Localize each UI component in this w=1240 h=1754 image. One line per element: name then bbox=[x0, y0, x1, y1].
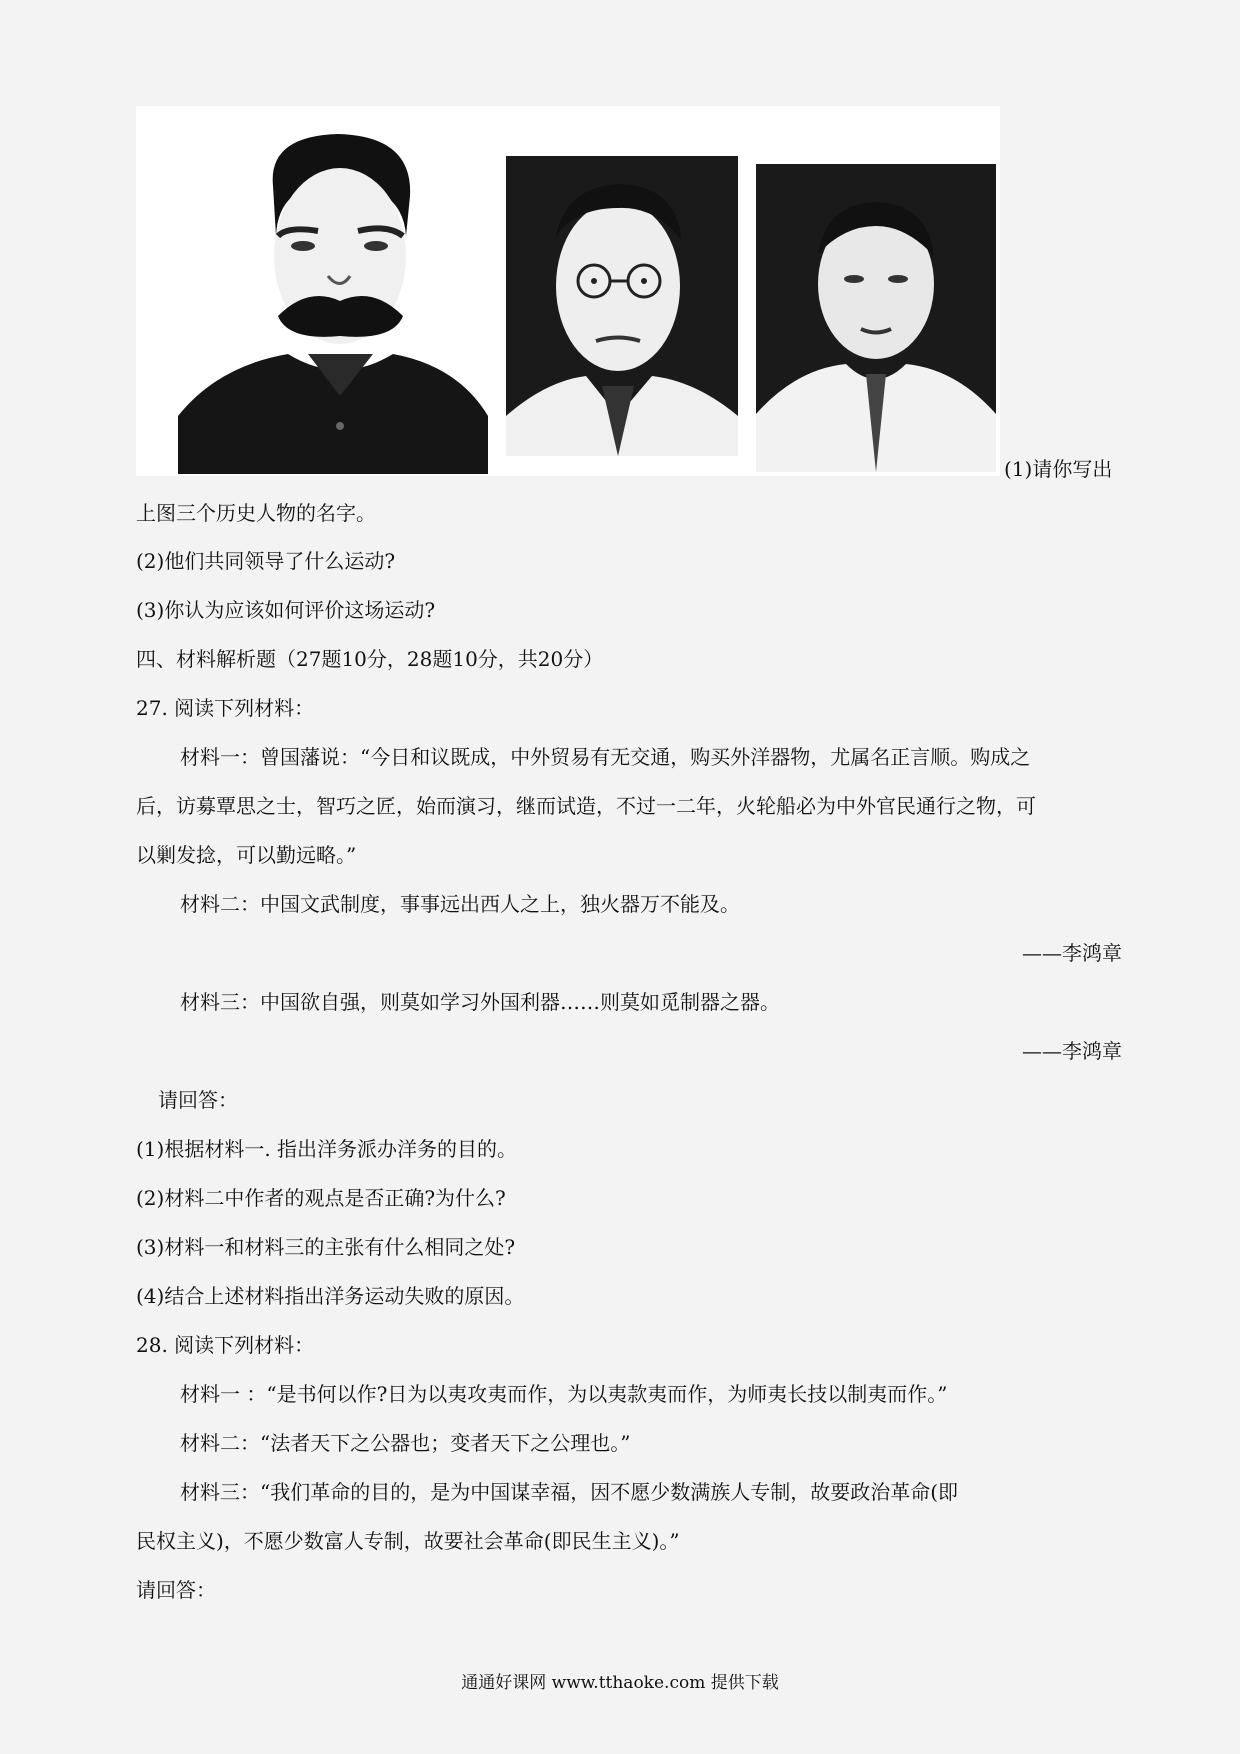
q28-material-2: 材料二：“法者天下之公器也；变者天下之公理也。” bbox=[180, 1431, 631, 1455]
q28-answer-prompt: 请回答： bbox=[136, 1578, 216, 1602]
material-2-attribution: ——李鸿章 bbox=[1022, 941, 1122, 965]
q27-sub-4: (4)结合上述材料指出洋务运动失败的原因。 bbox=[136, 1284, 525, 1308]
question-1-cont: 上图三个历史人物的名字。 bbox=[136, 501, 376, 525]
portrait-photo-3 bbox=[756, 164, 996, 472]
question-2: (2)他们共同领导了什么运动? bbox=[136, 549, 396, 573]
portrait-photo-1 bbox=[178, 126, 488, 474]
material-1-line-3: 以剿发捻，可以勤远略。” bbox=[136, 843, 357, 867]
material-1-line-2: 后，访募覃思之士，智巧之匠，始而演习，继而试造，不过一二年，火轮船必为中外官民通行之物，可 bbox=[136, 794, 1036, 818]
question-1-inline: (1)请你写出 bbox=[1004, 457, 1113, 481]
material-3-attribution: ——李鸿章 bbox=[1022, 1039, 1122, 1063]
page-footer: 通通好课网 www.tthaoke.com 提供下载 bbox=[461, 1673, 779, 1693]
section-heading: 四、材料解析题（27题10分，28题10分，共20分） bbox=[136, 647, 604, 671]
q27-sub-1: (1)根据材料一. 指出洋务派办洋务的目的。 bbox=[136, 1137, 518, 1161]
material-1-line-1: 材料一：曾国藩说：“今日和议既成，中外贸易有无交通，购买外洋器物，尤属名正言顺。购成之 bbox=[180, 745, 1031, 769]
answer-prompt: 请回答： bbox=[158, 1088, 238, 1112]
q28-material-3-line-1: 材料三：“我们革命的目的，是为中国谋幸福，因不愿少数满族人专制，故要政治革命(即 bbox=[180, 1480, 959, 1504]
material-3: 材料三：中国欲自强，则莫如学习外国利器……则莫如觅制器之器。 bbox=[180, 990, 780, 1014]
material-2: 材料二：中国文武制度，事事远出西人之上，独火器万不能及。 bbox=[180, 892, 740, 916]
question-3: (3)你认为应该如何评价这场运动? bbox=[136, 598, 436, 622]
q27-sub-3: (3)材料一和材料三的主张有什么相同之处? bbox=[136, 1235, 516, 1259]
question-27: 27. 阅读下列材料： bbox=[136, 696, 315, 720]
question-28: 28. 阅读下列材料： bbox=[136, 1333, 315, 1357]
portrait-photo-2 bbox=[506, 156, 738, 456]
q28-material-3-line-2: 民权主义)，不愿少数富人专制，故要社会革命(即民生主义)。” bbox=[136, 1529, 680, 1553]
q28-material-1: 材料一 ：“是书何以作?日为以夷攻夷而作，为以夷款夷而作，为师夷长技以制夷而作。” bbox=[180, 1382, 948, 1406]
portrait-photos bbox=[136, 106, 1000, 476]
q27-sub-2: (2)材料二中作者的观点是否正确?为什么? bbox=[136, 1186, 506, 1210]
